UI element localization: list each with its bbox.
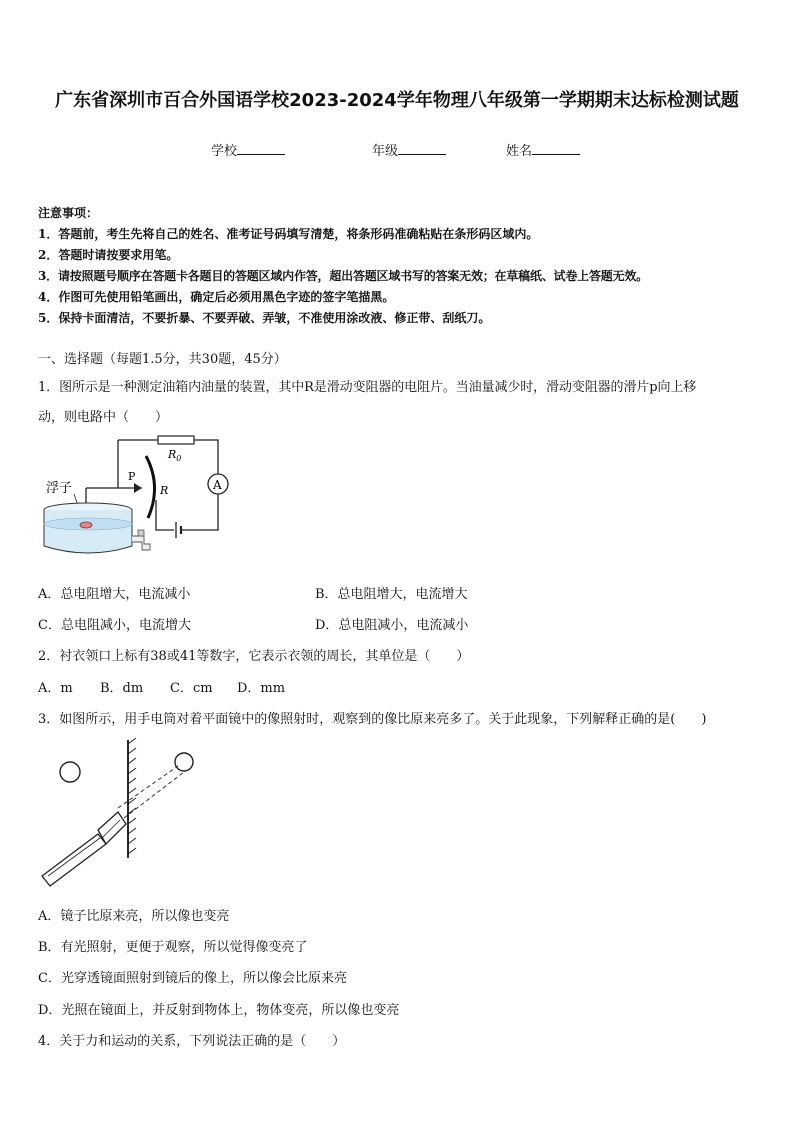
notice-item-2: 2．答题时请按要求用笔。 xyxy=(38,248,179,262)
school-field[interactable] xyxy=(211,140,285,159)
q3-option-a[interactable]: A．镜子比原来亮，所以像也变亮 xyxy=(38,909,230,924)
q1-option-a[interactable]: A．总电阻增大，电流减小 xyxy=(38,587,191,602)
slider-arrow-icon xyxy=(134,483,142,493)
school-blank[interactable] xyxy=(237,142,285,155)
notice-item-4: 4．作图可先使用铅笔画出，确定后必须用黑色字迹的签字笔描黑。 xyxy=(38,290,395,304)
q1-stem-line1: 1．图所示是一种测定油箱内油量的装置，其中R是滑动变阻器的电阻片。当油量减少时，滑动变阻器的滑片p向上移 xyxy=(38,380,697,395)
name-field[interactable] xyxy=(506,140,580,159)
school-label: 学校 xyxy=(211,144,238,159)
flashlight-icon xyxy=(42,812,126,886)
q3-figure xyxy=(36,738,206,890)
name-label: 姓名 xyxy=(506,144,533,159)
q3-option-c[interactable]: C．光穿透镜面照射到镜后的像上，所以像会比原来亮 xyxy=(38,971,347,986)
image-ball-icon xyxy=(175,753,193,771)
page-title: 广东省深圳市百合外国语学校2023-2024学年物理八年级第一学期期末达标检测试题 xyxy=(55,90,739,111)
q3-option-d[interactable]: D．光照在镜面上，并反射到物体上，物体变亮，所以像也变亮 xyxy=(38,1003,400,1018)
slider-label: P xyxy=(128,470,136,483)
q1-option-b[interactable]: B．总电阻增大，电流增大 xyxy=(315,587,468,602)
tank-icon xyxy=(44,510,132,553)
section-heading: 一、选择题（每题1.5分，共30题，45分） xyxy=(38,352,287,367)
object-ball-icon xyxy=(60,762,80,782)
q3-stem: 3．如图所示，用手电筒对着平面镜中的像照射时，观察到的像比原来亮多了。关于此现象，下列解释正确的是( ) xyxy=(38,712,707,727)
q1-option-d[interactable]: D．总电阻减小，电流减小 xyxy=(315,618,469,633)
float-icon xyxy=(80,522,92,528)
notice-heading: 注意事项： xyxy=(38,206,99,220)
q1-option-c[interactable]: C．总电阻减小，电流增大 xyxy=(38,618,191,633)
grade-blank[interactable] xyxy=(398,142,446,155)
q2-option-b[interactable]: B．dm xyxy=(100,681,144,696)
float-label: 浮子 xyxy=(46,481,73,496)
notice-item-3: 3．请按照题号顺序在答题卡各题目的答题区域内作答，超出答题区域书写的答案无效；在草稿纸、试卷上答题无效。 xyxy=(38,269,648,283)
r-label: R xyxy=(160,484,169,497)
r0-label: $R_0$ xyxy=(168,448,182,463)
name-blank[interactable] xyxy=(532,142,580,155)
notice-item-1: 1．答题前，考生先将自己的姓名、准考证号码填写清楚，将条形码准确粘贴在条形码区域内。 xyxy=(38,227,539,241)
q4-stem: 4．关于力和运动的关系，下列说法正确的是（ ） xyxy=(38,1034,346,1049)
q2-stem: 2．衬衣领口上标有38或41等数字，它表示衣领的周长，其单位是（ ） xyxy=(38,649,470,664)
q1-stem-line2: 动，则电路中（ ） xyxy=(38,410,169,425)
r0-resistor-icon xyxy=(158,436,194,444)
q2-option-d[interactable]: D．mm xyxy=(237,681,286,696)
grade-label: 年级 xyxy=(372,144,399,159)
q2-option-c[interactable]: C．cm xyxy=(170,681,213,696)
grade-field[interactable] xyxy=(372,140,446,159)
q1-figure xyxy=(38,432,238,562)
q3-option-b[interactable]: B．有光照射，更便于观察，所以觉得像变亮了 xyxy=(38,940,308,955)
notice-item-5: 5．保持卡面清洁，不要折暴、不要弄破、弄皱，不准使用涂改液、修正带、刮纸刀。 xyxy=(38,311,491,325)
sliding-resistor-icon xyxy=(146,456,155,518)
faucet-icon xyxy=(132,536,150,550)
q2-option-a[interactable]: A．m xyxy=(38,681,73,696)
ammeter-label: A xyxy=(213,478,222,492)
